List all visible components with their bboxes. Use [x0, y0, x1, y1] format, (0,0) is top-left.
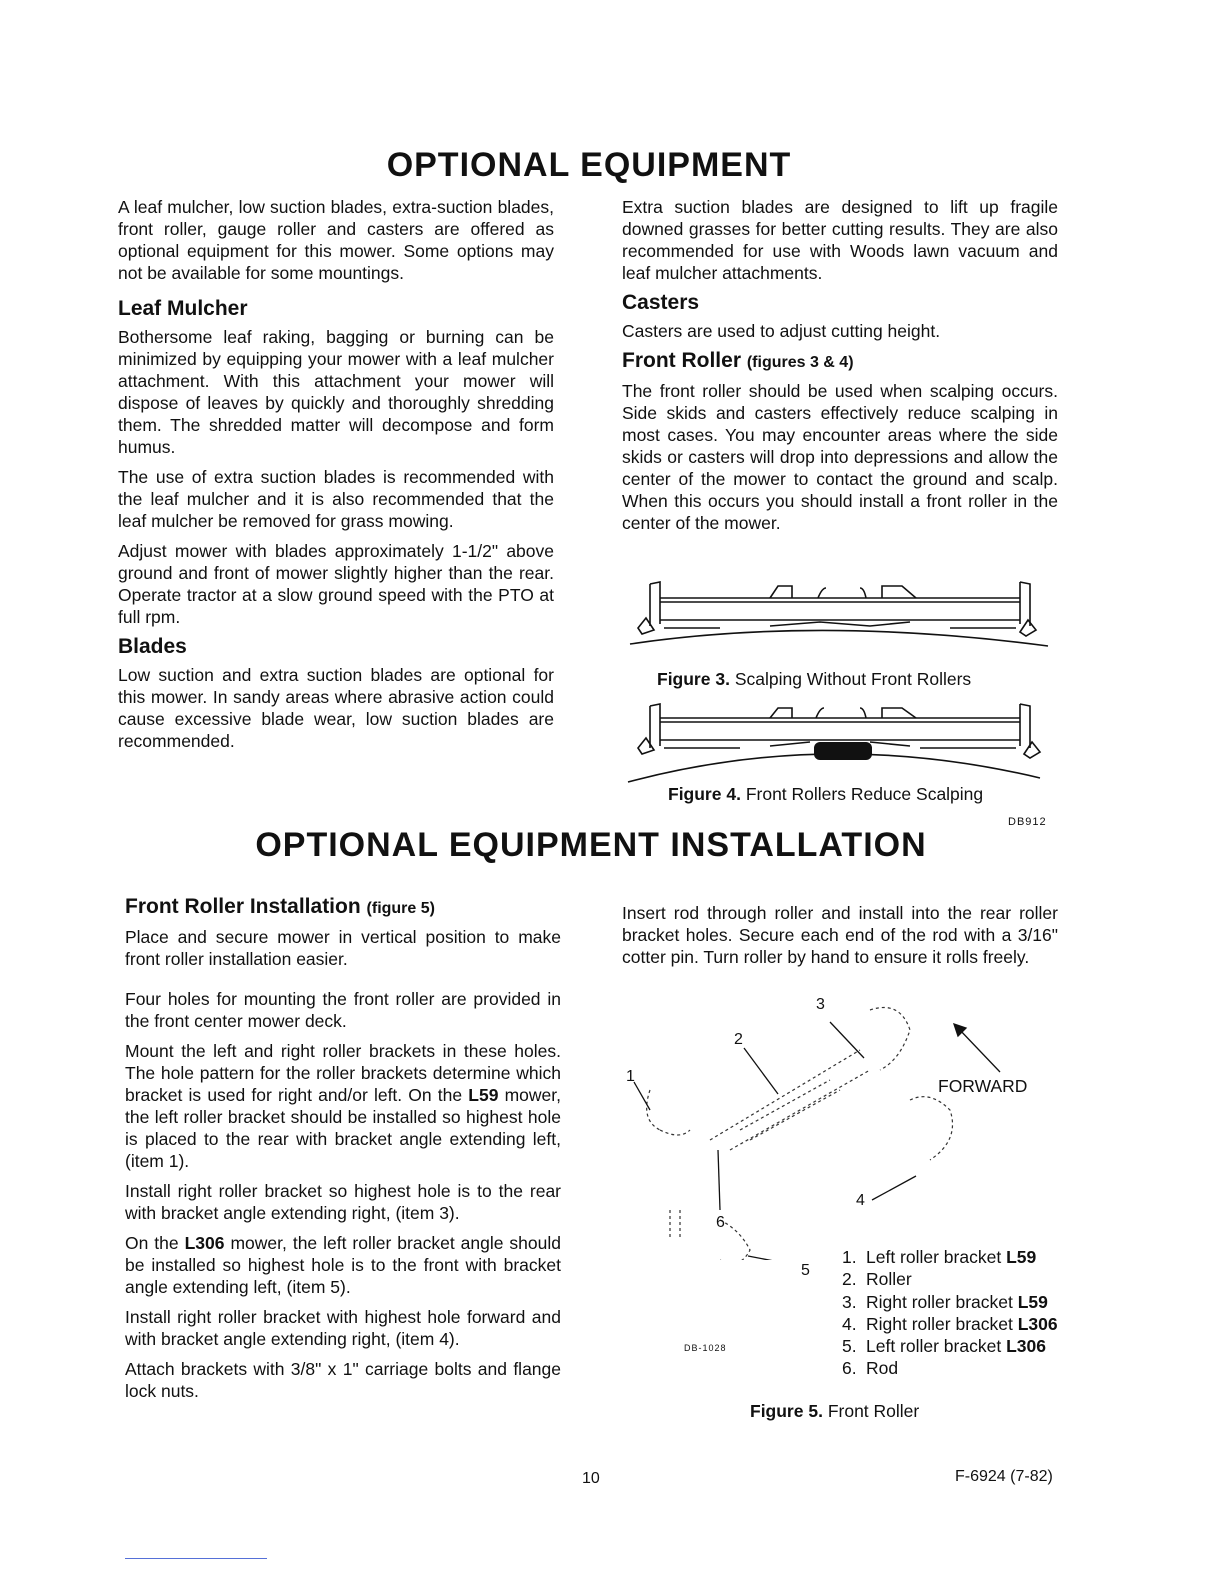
legend-text: Left roller bracket	[866, 1247, 1007, 1267]
legend-model: L59	[1006, 1247, 1037, 1267]
figure-5-legend	[842, 1246, 1058, 1380]
front-roller-installation-heading	[125, 896, 561, 920]
legend-item	[842, 1357, 1058, 1379]
legend-item	[842, 1335, 1058, 1357]
installation-p2: Four holes for mounting the front roller are provided in the front center mower deck.	[125, 989, 561, 1031]
figure-4-label: Figure 4.	[668, 784, 741, 804]
installation-left-column	[125, 896, 561, 1410]
front-roller-p1: The front roller should be used when scalping occurs. Side skids and casters effectively reduce scalping in most cases. You may encounter areas where the side skids or casters will drop into depressions and allow the center of the mower to contact the ground and scalp. When this occurs you should install a front roller in the center of the mower.	[622, 381, 1058, 533]
blades-heading: Blades	[118, 635, 187, 658]
leaf-mulcher-p3: Adjust mower with blades approximately 1-1/2" above ground and front of mower slightly higher than the rear. Operate tractor at a slow ground speed with the PTO at full rpm.	[118, 541, 554, 627]
page-number: 10	[582, 1470, 600, 1487]
legend-text: Roller	[866, 1269, 912, 1290]
casters-heading: Casters	[622, 291, 700, 314]
figure-4-text: Front Rollers Reduce Scalping	[745, 784, 984, 804]
installation-p5	[125, 1232, 561, 1298]
diagram-code: DB-1028	[684, 1343, 727, 1353]
legend-num: 3.	[842, 1291, 857, 1312]
callout-1: 1	[626, 1068, 635, 1085]
legend-num: 2.	[842, 1269, 857, 1290]
installation-p5-text-a: On the	[125, 1233, 185, 1253]
callout-2: 2	[734, 1031, 743, 1048]
casters-p1: Casters are used to adjust cutting height.	[622, 321, 941, 341]
left-column	[118, 196, 554, 760]
figure-4-roller-diagram	[620, 698, 1050, 786]
installation-p3-model: L59	[468, 1085, 499, 1105]
leaf-mulcher-heading: Leaf Mulcher	[118, 297, 248, 320]
intro-paragraph: A leaf mulcher, low suction blades, extra-suction blades, front roller, gauge roller and casters are offered as optional equipment for this mower. Some options may not be available for some mountings.	[118, 197, 554, 283]
figure-5-caption	[750, 1401, 919, 1422]
installation-p1: Place and secure mower in vertical position to make front roller installation easier.	[125, 927, 561, 969]
callout-5: 5	[801, 1262, 810, 1279]
legend-text: Left roller bracket	[866, 1336, 1007, 1357]
figure-5-label: Figure 5.	[750, 1401, 823, 1421]
figure-3-text: Scalping Without Front Rollers	[734, 669, 972, 689]
legend-text: Right roller bracket	[866, 1313, 1018, 1334]
callout-3: 3	[816, 996, 825, 1013]
installation-p3	[125, 1040, 561, 1172]
installation-p5-model: L306	[184, 1233, 225, 1253]
installation-p6: Install right roller bracket with highest hole forward and with bracket angle extending right, (item 4).	[125, 1307, 561, 1349]
legend-model: L306	[1017, 1313, 1058, 1334]
figure-3-scalping-diagram	[620, 576, 1050, 652]
figure-5-roller-diagram	[620, 1000, 1050, 1260]
legend-num: 4.	[842, 1313, 857, 1334]
legend-model: L306	[1006, 1336, 1046, 1357]
installation-heading-text: Front Roller Installation	[125, 895, 361, 918]
callout-6: 6	[716, 1214, 725, 1231]
legend-item	[842, 1291, 1058, 1313]
front-roller-heading	[622, 350, 1058, 374]
figure-3-caption	[657, 669, 971, 690]
front-roller-heading-ref: (figures 3 & 4)	[746, 354, 854, 371]
legend-num: 5.	[842, 1336, 857, 1357]
leaf-mulcher-p2: The use of extra suction blades is recommended with the leaf mulcher and it is also recommended that the leaf mulcher be removed for grass mowing.	[118, 467, 554, 531]
forward-label: FORWARD	[938, 1076, 1028, 1096]
legend-item	[842, 1246, 1058, 1268]
legend-text: Rod	[866, 1358, 899, 1379]
legend-num: 1.	[842, 1247, 857, 1267]
legend-num: 6.	[842, 1358, 857, 1379]
installation-title: OPTIONAL EQUIPMENT INSTALLATION	[255, 826, 927, 864]
installation-right-column	[622, 902, 1058, 976]
legend-text: Right roller bracket	[866, 1291, 1018, 1312]
callout-4: 4	[856, 1192, 865, 1209]
figure-4-caption	[668, 784, 983, 805]
page-title: OPTIONAL EQUIPMENT	[386, 146, 792, 184]
installation-p3-text-a: Mount the left and right roller brackets in these holes. The hole pattern for the roller brackets determine which bracket is used for right and/or left. On the	[125, 1041, 561, 1105]
footer-rule	[125, 1558, 267, 1559]
legend-model: L59	[1017, 1291, 1048, 1312]
right-column	[622, 196, 1058, 542]
legend-item	[842, 1268, 1058, 1290]
figure-code: DB912	[1008, 816, 1047, 828]
installation-p4: Install right roller bracket so highest hole is to the rear with bracket angle extending right, (item 3).	[125, 1181, 561, 1223]
extra-suction-paragraph: Extra suction blades are designed to lift up fragile downed grasses for better cutting results. They are also recommended for use with Woods lawn vacuum and leaf mulcher attachments.	[622, 197, 1058, 283]
installation-heading-ref: (figure 5)	[366, 900, 435, 917]
document-code: F-6924 (7-82)	[955, 1468, 1053, 1485]
installation-p7: Attach brackets with 3/8" x 1" carriage bolts and flange lock nuts.	[125, 1359, 561, 1401]
figure-3-label: Figure 3.	[657, 669, 730, 689]
blades-p1: Low suction and extra suction blades are optional for this mower. In sandy areas where abrasive action could cause excessive blade wear, low suction blades are recommended.	[118, 665, 554, 751]
front-roller-heading-text: Front Roller	[622, 349, 741, 372]
installation-right-p1: Insert rod through roller and install into the rear roller bracket holes. Secure each end of the rod with a 3/16" cotter pin. Turn roller by hand to ensure it rolls freely.	[622, 903, 1058, 967]
installation-p5-text-c: mower, the left roller bracket angle should be installed so highest hole is to the front with bracket angle extending left, (item 5).	[125, 1233, 561, 1297]
figure-5-text: Front Roller	[827, 1401, 920, 1421]
installation-p3-text-c: mower, the left roller bracket should be installed so highest hole is placed to the rear with bracket angle extending left, (item 1).	[125, 1085, 561, 1171]
leaf-mulcher-p1: Bothersome leaf raking, bagging or burning can be minimized by equipping your mower with a leaf mulcher attachment. With this attachment your mower will dispose of leaves by quickly and thoroughly shredding them. The shredded matter will decompose and form humus.	[118, 327, 554, 457]
legend-item	[842, 1313, 1058, 1335]
